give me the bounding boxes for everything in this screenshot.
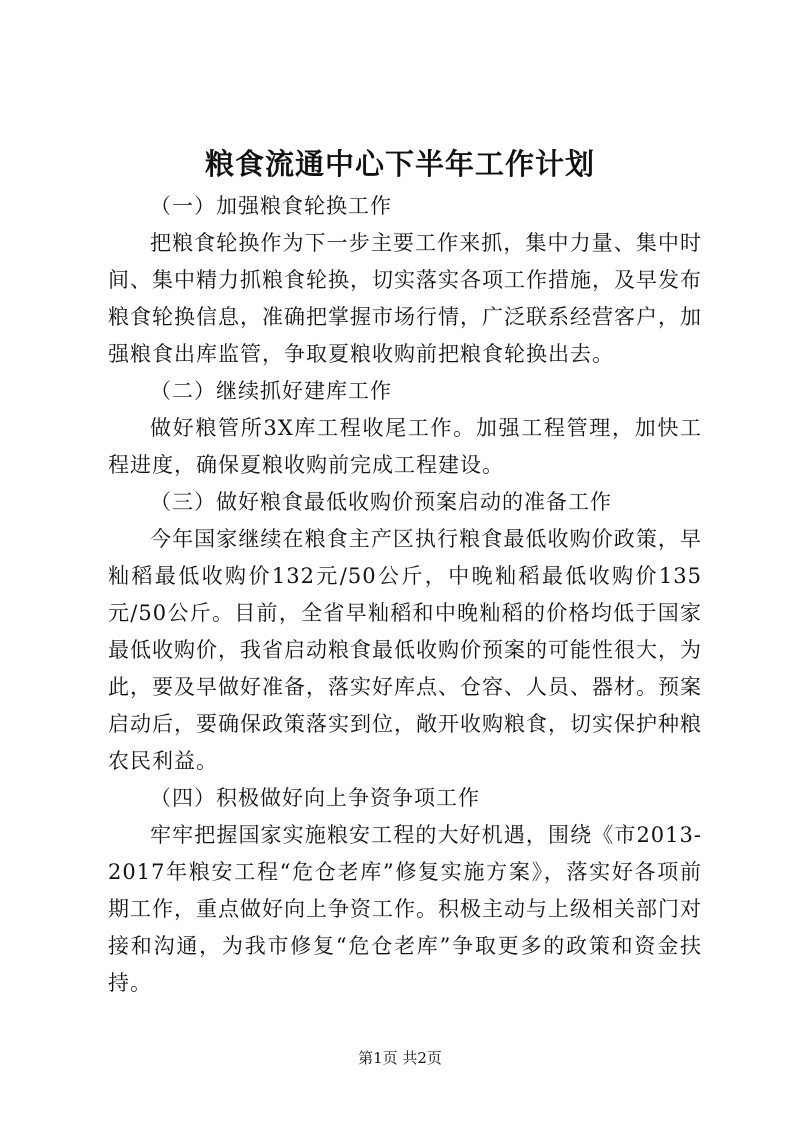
section-heading: （三）做好粮食最低收购价预案启动的准备工作 bbox=[150, 490, 612, 514]
section-paragraph: 把粮食轮换作为下一步主要工作来抓，集中力量、集中时间、集中精力抓粮食轮换，切实落实各项工作措施，及早发布粮食轮换信息，准确把掌握市场行情，广泛联系经营客户，加强粮食出库监管，争取夏粮收购前把粮食轮换出去。 bbox=[108, 231, 702, 366]
document-body bbox=[108, 188, 702, 1002]
document-title: 粮食流通中心下半年工作计划 bbox=[204, 147, 595, 181]
section-heading: （二）继续抓好建库工作 bbox=[150, 379, 392, 403]
section-heading: （四）积极做好向上争资争项工作 bbox=[150, 786, 480, 810]
section-1 bbox=[108, 188, 702, 373]
section-3 bbox=[108, 484, 702, 780]
section-paragraph: 做好粮管所3X库工程收尾工作。加强工程管理，加快工程进度，确保夏粮收购前完成工程建设。 bbox=[108, 416, 702, 477]
section-heading: （一）加强粮食轮换工作 bbox=[150, 194, 392, 218]
section-paragraph: 今年国家继续在粮食主产区执行粮食最低收购价政策，早籼稻最低收购价132元/50公斤，中晚籼稻最低收购价135元/50公斤。目前，全省早籼稻和中晚籼稻的价格均低于国家最低收购价，我省启动粮食最低收购价预案的可能性很大，为此，要及早做好准备，落实好库点、仓容、人员、器材。预案启动后，要确保政策落实到位，敞开收购粮食，切实保护种粮农民利益。 bbox=[108, 527, 702, 773]
section-paragraph: 牢牢把握国家实施粮安工程的大好机遇，围绕《市2013-2017年粮安工程“危仓老库”修复实施方案》，落实好各项前期工作，重点做好向上争资工作。积极主动与上级相关部门对接和沟通，为我市修复“危仓老库”争取更多的政策和资金扶持。 bbox=[108, 823, 702, 995]
section-2 bbox=[108, 373, 702, 484]
page-number-footer: 第1页 共2页 bbox=[358, 1049, 442, 1067]
section-4 bbox=[108, 780, 702, 1002]
